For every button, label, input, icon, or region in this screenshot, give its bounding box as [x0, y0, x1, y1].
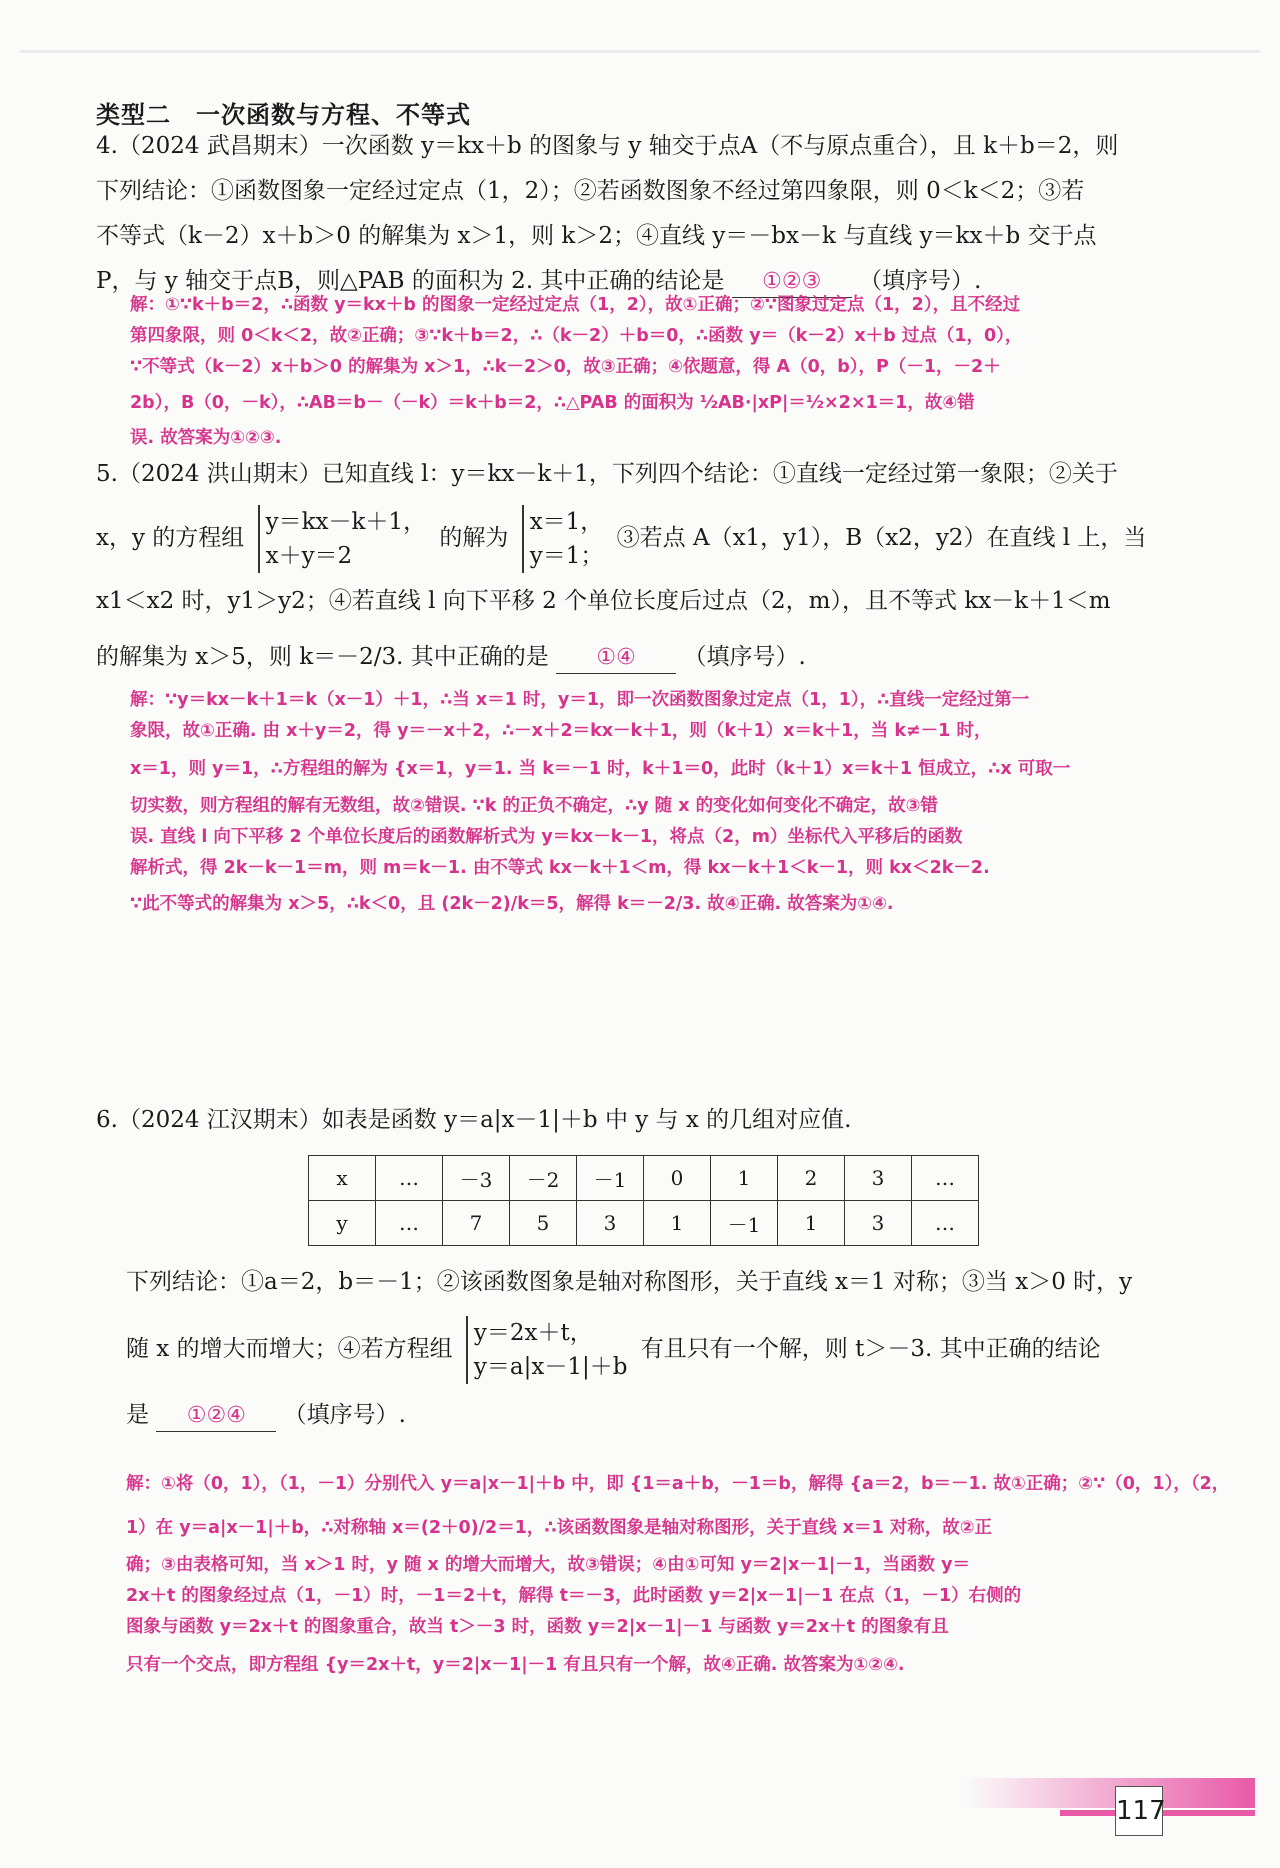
scan-edge — [20, 50, 1260, 53]
q6-line-4 — [126, 1393, 1186, 1438]
q4-line-1: 4.（2024 武昌期末）一次函数 y＝kx＋b 的图象与 y 轴交于点A（不与原点重合），且 k＋b＝2，则 — [96, 133, 1119, 159]
question-6-body — [126, 1260, 1186, 1438]
table-cell: －3 — [443, 1156, 510, 1201]
q6-line-2: 下列结论：①a＝2，b＝－1；②该函数图象是轴对称图形，关于直线 x＝1 对称；③当 x＞0 时，y — [126, 1269, 1133, 1295]
q5-line-2-mid: 的解为 — [439, 525, 509, 551]
q4-answer: ①②③ — [732, 267, 852, 298]
q6-line-3 — [126, 1305, 1186, 1393]
table-cell: … — [376, 1201, 443, 1246]
table-cell: 0 — [644, 1156, 711, 1201]
q5-line-4-text: 的解集为 x＞5，则 k＝－2/3. 其中正确的是 — [96, 644, 549, 670]
table-cell: 7 — [443, 1201, 510, 1246]
sol4-line: 2b），B（0，－k），∴AB＝b－（－k）＝k＋b＝2，∴△PAB 的面积为 ½AB·|xP|＝½×2×1＝1，故④错 — [130, 393, 975, 413]
table-cell: 1 — [711, 1156, 778, 1201]
sys-eq: x＝1， — [529, 509, 604, 535]
page-number: 117 — [1115, 1786, 1163, 1836]
table-cell: … — [912, 1156, 979, 1201]
table-cell: 5 — [510, 1201, 577, 1246]
solution-6 — [126, 1462, 1230, 1687]
q5-system-1 — [258, 505, 426, 573]
sol4-line: 第四象限，则 0＜k＜2，故②正确；③∵k＋b＝2，∴（k－2）＋b＝0，∴函数 y＝（k－2）x＋b 过点（1，0）， — [130, 326, 1023, 346]
q4-line-2: 下列结论：①函数图象一定经过定点（1，2）；②若函数图象不经过第四象限，则 0＜k＜2；③若 — [96, 178, 1085, 204]
sol6-line: 2x＋t 的图象经过点（1，－1）时，－1＝2＋t，解得 t＝－3，此时函数 y＝2|x－1|－1 在点（1，－1）右侧的 — [126, 1586, 1022, 1606]
table-cell: y — [309, 1201, 376, 1246]
sol5-line: 象限，故①正确. 由 x＋y＝2，得 y＝－x＋2，∴－x＋2＝kx－k＋1，则（k＋1）x＝k＋1，当 k≠－1 时， — [130, 721, 992, 741]
q6-line-4-pre: 是 — [126, 1402, 149, 1428]
sys-eq: y＝a|x－1|＋b — [473, 1354, 628, 1380]
sys-eq: y＝2x＋t， — [473, 1320, 593, 1346]
sol5-line: x＝1，则 y＝1，∴方程组的解为 {x＝1，y＝1. 当 k＝－1 时，k＋1＝0，此时（k＋1）x＝k＋1 恒成立，∴x 可取一 — [130, 759, 1071, 779]
table-cell: x — [309, 1156, 376, 1201]
q5-line-2-pre: x，y 的方程组 — [96, 525, 245, 551]
sol4-line: 解：①∵k＋b＝2，∴函数 y＝kx＋b 的图象一定经过定点（1，2），故①正确；②∵图象过定点（1，2），且不经过 — [130, 295, 1021, 315]
table-row-y — [309, 1201, 979, 1246]
q5-line-4 — [96, 624, 1176, 690]
sol5-line: 误. 直线 l 向下平移 2 个单位长度后的函数解析式为 y＝kx－k－1，将点（2，m）坐标代入平移后的函数 — [130, 827, 963, 847]
sys-eq: y＝1； — [529, 543, 604, 569]
q6-line-3-post: 有且只有一个解，则 t＞－3. 其中正确的结论 — [640, 1336, 1101, 1362]
sol5-line: ∵此不等式的解集为 x＞5，∴k＜0，且 (2k－2)/k＝5，解得 k＝－2/3. 故④正确. 故答案为①④. — [130, 894, 894, 914]
sol6-line: 只有一个交点，即方程组 {y＝2x＋t，y＝2|x－1|－1 有且只有一个解，故④正确. 故答案为①②④. — [126, 1655, 905, 1675]
table-cell: －1 — [711, 1201, 778, 1246]
q5-line-1: 5.（2024 洪山期末）已知直线 l：y＝kx－k＋1，下列四个结论：①直线一定经过第一象限；②关于 — [96, 461, 1118, 487]
sol6-line: 1）在 y＝a|x－1|＋b，∴对称轴 x＝(2＋0)/2＝1，∴该函数图象是轴对称图形，关于直线 x＝1 对称，故②正 — [126, 1518, 993, 1538]
solution-5 — [130, 685, 1185, 924]
q4-suffix: （填序号）. — [859, 268, 982, 294]
table-cell: －2 — [510, 1156, 577, 1201]
sys-eq: y＝kx－k＋1， — [265, 509, 427, 535]
q6-line-1: 6.（2024 江汉期末）如表是函数 y＝a|x－1|＋b 中 y 与 x 的几组对应值. — [96, 1107, 852, 1133]
q5-suffix: （填序号）. — [683, 644, 806, 670]
q5-line-2 — [96, 497, 1176, 579]
q4-line-3: 不等式（k－2）x＋b＞0 的解集为 x＞1，则 k＞2；④直线 y＝－bx－k 与直线 y＝kx＋b 交于点 — [96, 223, 1097, 249]
q4-line-4-text: P，与 y 轴交于点B，则△PAB 的面积为 2. 其中正确的结论是 — [96, 268, 725, 294]
table-cell: 3 — [845, 1156, 912, 1201]
sol5-line: 切实数，则方程组的解有无数组，故②错误. ∵k 的正负不确定，∴y 随 x 的变化如何变化不确定，故③错 — [130, 796, 938, 816]
table-cell: －1 — [577, 1156, 644, 1201]
q5-line-2-post: ③若点 A（x1，y1），B（x2，y2）在直线 l 上，当 — [616, 525, 1147, 551]
question-4 — [96, 124, 1176, 304]
q5-line-3: x1＜x2 时，y1＞y2；④若直线 l 向下平移 2 个单位长度后过点（2，m），且不等式 kx－k＋1＜m — [96, 588, 1111, 614]
sol5-line: 解：∵y＝kx－k＋1＝k（x－1）＋1，∴当 x＝1 时，y＝1，即一次函数图象过定点（1，1），∴直线一定经过第一 — [130, 690, 1030, 710]
footer-decoration — [965, 1778, 1255, 1808]
sol6-line: 图象与函数 y＝2x＋t 的图象重合，故当 t＞－3 时，函数 y＝2|x－1|－1 与函数 y＝2x＋t 的图象有且 — [126, 1617, 949, 1637]
sys-eq: x＋y＝2 — [265, 543, 353, 569]
q6-system — [466, 1316, 628, 1384]
table-cell: 1 — [778, 1201, 845, 1246]
table-cell: 3 — [845, 1201, 912, 1246]
table-cell: 3 — [577, 1201, 644, 1246]
value-table — [308, 1155, 979, 1246]
sol4-line: ∵不等式（k－2）x＋b＞0 的解集为 x＞1，∴k－2＞0，故③正确；④依题意，得 A（0，b），P（－1，－2＋ — [130, 357, 1001, 377]
q6-line-3-pre: 随 x 的增大而增大；④若方程组 — [126, 1336, 453, 1362]
table-cell: 2 — [778, 1156, 845, 1201]
section-title: 类型二 一次函数与方程、不等式 — [96, 101, 471, 129]
q6-suffix: （填序号）. — [283, 1402, 406, 1428]
q5-system-2 — [522, 505, 604, 573]
q5-answer: ①④ — [556, 643, 676, 674]
sol6-line: 解：①将（0，1），（1，－1）分别代入 y＝a|x－1|＋b 中，即 {1＝a＋b，－1＝b，解得 {a＝2，b＝－1. 故①正确；②∵（0，1），（2， — [126, 1474, 1230, 1494]
table-cell: … — [376, 1156, 443, 1201]
table-row-x — [309, 1156, 979, 1201]
solution-4 — [130, 290, 1185, 454]
question-6 — [96, 1098, 1176, 1143]
sol5-line: 解析式，得 2k－k－1＝m，则 m＝k－1. 由不等式 kx－k＋1＜m，得 kx－k＋1＜k－1，则 kx＜2k－2. — [130, 858, 990, 878]
question-5 — [96, 452, 1176, 690]
table-cell: 1 — [644, 1201, 711, 1246]
table-cell: … — [912, 1201, 979, 1246]
q6-answer: ①②④ — [156, 1401, 276, 1432]
sol4-line: 误. 故答案为①②③. — [130, 428, 282, 448]
sol6-line: 确；③由表格可知，当 x＞1 时，y 随 x 的增大而增大，故③错误；④由①可知 y＝2|x－1|－1，当函数 y＝ — [126, 1555, 970, 1575]
